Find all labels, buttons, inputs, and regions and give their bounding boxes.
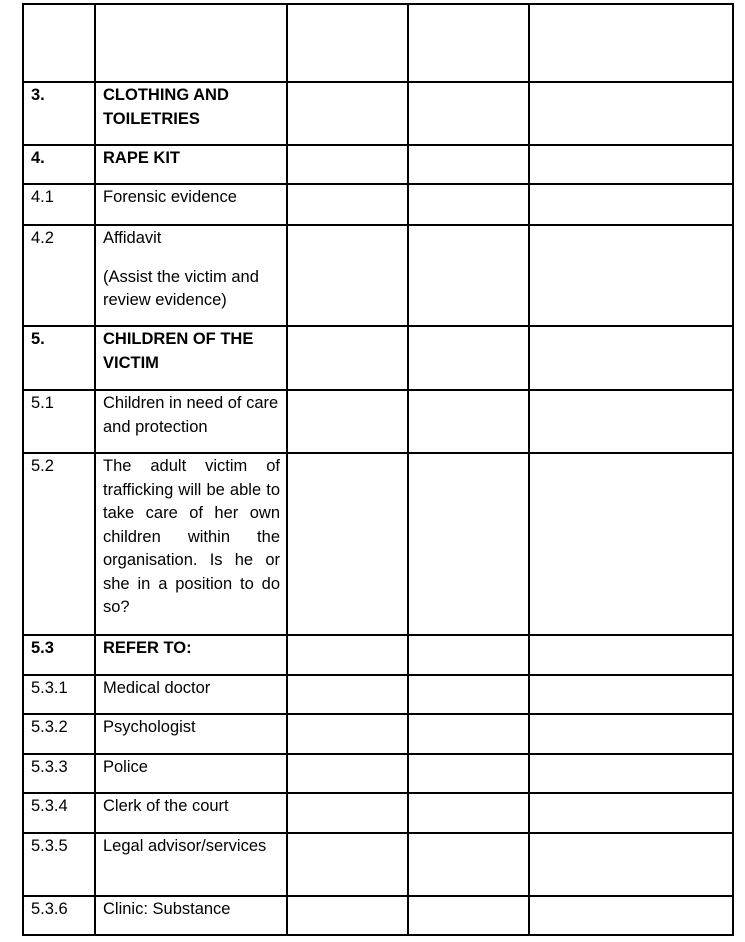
response-cell-3[interactable] xyxy=(529,453,733,635)
item-number-cell: 5.1 xyxy=(23,390,95,453)
response-cell-2[interactable] xyxy=(408,145,529,184)
item-number-cell: 4.2 xyxy=(23,225,95,326)
table-row xyxy=(23,793,733,833)
table-row xyxy=(23,4,733,82)
item-description-text: Psychologist xyxy=(103,718,196,736)
response-cell-3[interactable] xyxy=(529,390,733,453)
item-description-cell xyxy=(95,453,287,635)
response-cell-2[interactable] xyxy=(408,896,529,935)
table-row xyxy=(23,145,733,184)
response-cell-3[interactable] xyxy=(529,326,733,390)
referral-form-table xyxy=(22,3,734,936)
response-cell-1[interactable] xyxy=(287,184,408,225)
response-cell-2[interactable] xyxy=(408,225,529,326)
item-number-cell: 5.3.5 xyxy=(23,833,95,896)
item-number-cell: 4. xyxy=(23,145,95,184)
item-number-cell: 5. xyxy=(23,326,95,390)
response-cell-1[interactable] xyxy=(287,145,408,184)
response-cell-3[interactable] xyxy=(529,184,733,225)
item-description-cell xyxy=(95,675,287,714)
table-row xyxy=(23,326,733,390)
response-cell-3[interactable] xyxy=(529,896,733,935)
response-cell-1[interactable] xyxy=(287,390,408,453)
response-cell-2[interactable] xyxy=(408,833,529,896)
response-cell-3[interactable] xyxy=(529,635,733,675)
response-cell-3[interactable] xyxy=(529,82,733,145)
response-cell-2[interactable] xyxy=(408,714,529,754)
table-row xyxy=(23,390,733,453)
table-row xyxy=(23,714,733,754)
response-cell-2[interactable] xyxy=(408,675,529,714)
item-description-text: RAPE KIT xyxy=(103,149,181,167)
item-description-cell xyxy=(95,145,287,184)
response-cell-1[interactable] xyxy=(287,754,408,793)
response-cell-2[interactable] xyxy=(408,184,529,225)
item-description-cell xyxy=(95,833,287,896)
response-cell-1[interactable] xyxy=(287,714,408,754)
response-cell-3[interactable] xyxy=(529,225,733,326)
table-row xyxy=(23,896,733,935)
item-description-text: Legal advisor/services xyxy=(103,837,267,855)
response-cell-2[interactable] xyxy=(408,390,529,453)
item-description-cell xyxy=(95,754,287,793)
item-description-cell xyxy=(95,714,287,754)
table-row xyxy=(23,833,733,896)
response-cell-2[interactable] xyxy=(408,326,529,390)
response-cell-1[interactable] xyxy=(287,833,408,896)
response-cell-2[interactable] xyxy=(408,793,529,833)
item-description-text: Clerk of the court xyxy=(103,797,229,815)
item-description-cell xyxy=(95,896,287,935)
response-cell-2[interactable] xyxy=(408,4,529,82)
item-number-cell: 5.3.3 xyxy=(23,754,95,793)
table-row xyxy=(23,184,733,225)
response-cell-1[interactable] xyxy=(287,453,408,635)
table-row xyxy=(23,453,733,635)
response-cell-2[interactable] xyxy=(408,754,529,793)
item-description-text: The adult victim of trafficking will be able to take care of her own children within the organisation. Is he or she in a position to do so? xyxy=(103,457,280,616)
item-description-cell xyxy=(95,225,287,326)
table-row xyxy=(23,675,733,714)
item-description-text: Medical doctor xyxy=(103,679,211,697)
item-number-cell: 4.1 xyxy=(23,184,95,225)
item-description-text: Children in need of care and protection xyxy=(103,394,279,436)
response-cell-2[interactable] xyxy=(408,82,529,145)
item-description-text: REFER TO: xyxy=(103,639,192,657)
response-cell-1[interactable] xyxy=(287,4,408,82)
item-number-cell: 3. xyxy=(23,82,95,145)
item-description-text: CLOTHING AND TOILETRIES xyxy=(103,86,229,128)
response-cell-1[interactable] xyxy=(287,326,408,390)
response-cell-3[interactable] xyxy=(529,754,733,793)
table-row xyxy=(23,635,733,675)
item-description-text: Clinic: Substance xyxy=(103,900,231,918)
item-description-cell xyxy=(95,793,287,833)
item-number-cell: 5.2 xyxy=(23,453,95,635)
item-description-text: Forensic evidence xyxy=(103,188,237,206)
item-description-cell xyxy=(95,635,287,675)
item-number-cell: 5.3.6 xyxy=(23,896,95,935)
item-description-cell xyxy=(95,82,287,145)
item-number-cell: 5.3.1 xyxy=(23,675,95,714)
response-cell-1[interactable] xyxy=(287,793,408,833)
item-number-cell: 5.3 xyxy=(23,635,95,675)
response-cell-3[interactable] xyxy=(529,4,733,82)
item-description-cell xyxy=(95,326,287,390)
item-description-text: CHILDREN OF THE VICTIM xyxy=(103,330,254,372)
item-number-cell: 5.3.2 xyxy=(23,714,95,754)
response-cell-1[interactable] xyxy=(287,896,408,935)
response-cell-2[interactable] xyxy=(408,453,529,635)
item-description-note: (Assist the victim and review evidence) xyxy=(103,267,259,309)
item-number-cell: 5.3.4 xyxy=(23,793,95,833)
table-row xyxy=(23,225,733,326)
item-description-cell xyxy=(95,4,287,82)
item-description-text: Affidavit xyxy=(103,229,162,247)
item-description-cell xyxy=(95,390,287,453)
item-description-text: Police xyxy=(103,758,148,776)
response-cell-3[interactable] xyxy=(529,145,733,184)
item-number-cell xyxy=(23,4,95,82)
response-cell-1[interactable] xyxy=(287,82,408,145)
response-cell-1[interactable] xyxy=(287,635,408,675)
response-cell-1[interactable] xyxy=(287,675,408,714)
table-row xyxy=(23,754,733,793)
table-body xyxy=(23,4,733,935)
response-cell-3[interactable] xyxy=(529,833,733,896)
response-cell-1[interactable] xyxy=(287,225,408,326)
response-cell-3[interactable] xyxy=(529,793,733,833)
response-cell-3[interactable] xyxy=(529,714,733,754)
response-cell-2[interactable] xyxy=(408,635,529,675)
item-description-cell xyxy=(95,184,287,225)
response-cell-3[interactable] xyxy=(529,675,733,714)
table-row xyxy=(23,82,733,145)
